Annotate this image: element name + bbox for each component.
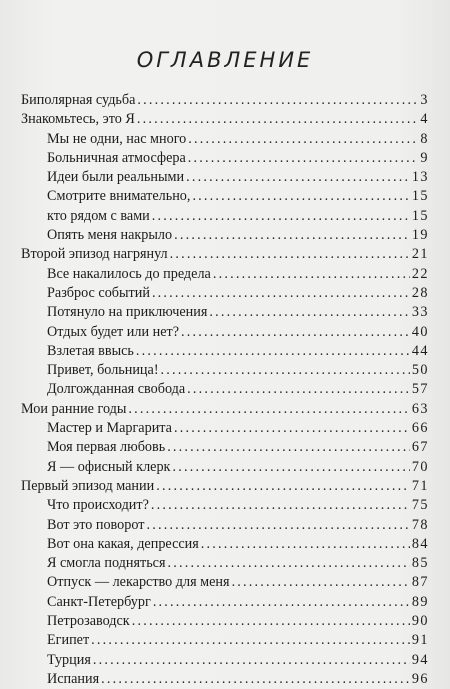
toc-subentry bbox=[21, 361, 429, 380]
toc-page-number: 87 bbox=[411, 574, 429, 591]
toc-page-number: 67 bbox=[411, 439, 429, 456]
toc-page-number: 28 bbox=[411, 284, 429, 301]
toc-subentry bbox=[21, 149, 429, 168]
dot-leader bbox=[192, 187, 409, 206]
dot-leader bbox=[167, 438, 410, 457]
toc-entry bbox=[21, 245, 429, 264]
dot-leader bbox=[128, 400, 409, 419]
toc-entry-title: Отпуск — лекарство для меня bbox=[47, 574, 230, 591]
toc-page-number: 89 bbox=[411, 593, 429, 610]
toc-subentry bbox=[21, 593, 429, 612]
toc-entry-title: Потянуло на приключения bbox=[47, 304, 208, 321]
toc-entry-title: Я смогла подняться bbox=[47, 555, 166, 572]
toc-entry-title: Мои ранние годы bbox=[21, 400, 127, 417]
toc-page-number: 78 bbox=[411, 516, 429, 533]
table-of-contents bbox=[21, 91, 429, 689]
dot-leader bbox=[181, 323, 410, 342]
dot-leader bbox=[172, 458, 409, 477]
dot-leader bbox=[209, 303, 409, 322]
toc-page-number: 3 bbox=[420, 92, 429, 108]
toc-page-number: 9 bbox=[420, 149, 429, 166]
dot-leader bbox=[132, 612, 410, 631]
toc-subentry bbox=[21, 554, 429, 573]
dot-leader bbox=[213, 265, 410, 284]
toc-entry-title: Испания bbox=[47, 670, 100, 687]
dot-leader bbox=[137, 110, 419, 129]
toc-entry-title: Что происходит? bbox=[47, 497, 149, 514]
toc-subentry bbox=[21, 168, 429, 187]
toc-entry-title: Вот это поворот bbox=[47, 516, 145, 533]
toc-subentry bbox=[21, 612, 429, 631]
dot-leader bbox=[152, 284, 410, 303]
toc-page-number: 44 bbox=[411, 342, 429, 359]
toc-entry-title: Мы не одни, нас много bbox=[47, 130, 187, 147]
toc-entry-title: Больничная атмосфера bbox=[47, 149, 186, 166]
toc-subentry bbox=[21, 631, 429, 650]
toc-entry-title: Долгожданная свобода bbox=[47, 381, 186, 398]
toc-entry-title: Идеи были реальными bbox=[47, 169, 185, 186]
toc-page-number: 94 bbox=[411, 651, 429, 668]
toc-page-number: 15 bbox=[411, 207, 429, 224]
dot-leader bbox=[161, 361, 410, 380]
toc-page-number: 71 bbox=[411, 477, 429, 494]
toc-entry-title: Первый эпизод мании bbox=[21, 477, 155, 494]
toc-subentry bbox=[21, 573, 429, 592]
toc-subentry bbox=[21, 670, 429, 689]
dot-leader bbox=[153, 593, 410, 612]
toc-page-number: 15 bbox=[411, 188, 429, 205]
toc-entry-title: Отдых будет или нет? bbox=[47, 323, 179, 340]
toc-subentry bbox=[21, 323, 429, 342]
toc-page-number: 70 bbox=[411, 458, 429, 475]
toc-entry-title: Смотрите внимательно, bbox=[47, 188, 191, 205]
toc-subentry bbox=[21, 496, 429, 515]
toc-page-number: 96 bbox=[411, 670, 429, 687]
toc-subentry bbox=[21, 265, 429, 284]
toc-subentry bbox=[21, 130, 429, 149]
page-title: ОГЛАВЛЕНИЕ bbox=[136, 48, 314, 72]
toc-subentry bbox=[21, 342, 429, 361]
toc-page-number: 19 bbox=[411, 227, 429, 244]
toc-entry-title: Санкт-Петербург bbox=[47, 593, 151, 610]
toc-entry-title: Взлетая ввысь bbox=[47, 342, 134, 359]
dot-leader bbox=[93, 651, 410, 670]
dot-leader bbox=[91, 631, 410, 650]
toc-subentry bbox=[21, 651, 429, 670]
toc-entry-title: Мастер и Маргарита bbox=[47, 420, 172, 437]
toc-entry-title: Петрозаводск bbox=[47, 613, 130, 630]
toc-entry-title: Вот она какая, депрессия bbox=[47, 535, 199, 552]
toc-page-number: 33 bbox=[411, 304, 429, 321]
toc-entry-title: кто рядом с вами bbox=[47, 207, 150, 224]
dot-leader bbox=[187, 380, 410, 399]
toc-entry-title: Я — офисный клерк bbox=[47, 458, 171, 475]
toc-page-number: 21 bbox=[411, 246, 429, 263]
toc-entry-title: Биполярная судьба bbox=[21, 92, 136, 108]
toc-subentry bbox=[21, 284, 429, 303]
dot-leader bbox=[174, 419, 410, 438]
dot-leader bbox=[152, 207, 410, 226]
toc-entry-title: Египет bbox=[47, 632, 90, 649]
toc-entry-title: Привет, больница! bbox=[47, 362, 159, 379]
toc-subentry bbox=[21, 516, 429, 535]
toc-page-number: 22 bbox=[411, 265, 429, 282]
toc-entry-title: Знакомьтесь, это Я bbox=[21, 111, 135, 128]
dot-leader bbox=[137, 91, 418, 110]
toc-subentry bbox=[21, 458, 429, 477]
toc-entry-title: Турция bbox=[47, 651, 91, 668]
dot-leader bbox=[101, 670, 410, 689]
toc-page-number: 90 bbox=[411, 613, 429, 630]
toc-page-number: 4 bbox=[420, 111, 429, 128]
dot-leader bbox=[186, 168, 410, 187]
dot-leader bbox=[188, 149, 419, 168]
toc-page-number: 40 bbox=[411, 323, 429, 340]
toc-subentry bbox=[21, 438, 429, 457]
toc-entry-title: Разброс событий bbox=[47, 284, 150, 301]
toc-subentry bbox=[21, 226, 429, 245]
toc-entry-title: Опять меня накрыло bbox=[47, 227, 173, 244]
toc-page-number: 91 bbox=[411, 632, 429, 649]
toc-entry-title: Моя первая любовь bbox=[47, 439, 166, 456]
dot-leader bbox=[201, 535, 410, 554]
toc-subentry bbox=[21, 535, 429, 554]
toc-page-number: 63 bbox=[411, 400, 429, 417]
toc-page-number: 57 bbox=[411, 381, 429, 398]
toc-page-number: 13 bbox=[411, 169, 429, 186]
dot-leader bbox=[168, 554, 410, 573]
toc-subentry bbox=[21, 380, 429, 399]
toc-entry-title: Все накалилось до предела bbox=[47, 265, 211, 282]
dot-leader bbox=[156, 477, 410, 496]
toc-page-number: 75 bbox=[411, 497, 429, 514]
toc-page-number: 8 bbox=[420, 130, 429, 147]
dot-leader bbox=[136, 342, 410, 361]
toc-subentry bbox=[21, 187, 429, 206]
toc-subentry bbox=[21, 207, 429, 226]
toc-page-number: 66 bbox=[411, 420, 429, 437]
toc-entry-title: Второй эпизод нагрянул bbox=[21, 246, 168, 263]
dot-leader bbox=[174, 226, 410, 245]
dot-leader bbox=[188, 130, 418, 149]
toc-entry bbox=[21, 91, 429, 110]
toc-page-number: 84 bbox=[411, 535, 429, 552]
dot-leader bbox=[146, 516, 409, 535]
toc-entry bbox=[21, 110, 429, 129]
toc-subentry bbox=[21, 303, 429, 322]
toc-subentry bbox=[21, 419, 429, 438]
dot-leader bbox=[232, 573, 410, 592]
dot-leader bbox=[151, 496, 410, 515]
dot-leader bbox=[170, 245, 410, 264]
toc-page-number: 85 bbox=[411, 555, 429, 572]
toc-entry bbox=[21, 400, 429, 419]
toc-entry bbox=[21, 477, 429, 496]
toc-page-number: 50 bbox=[411, 362, 429, 379]
